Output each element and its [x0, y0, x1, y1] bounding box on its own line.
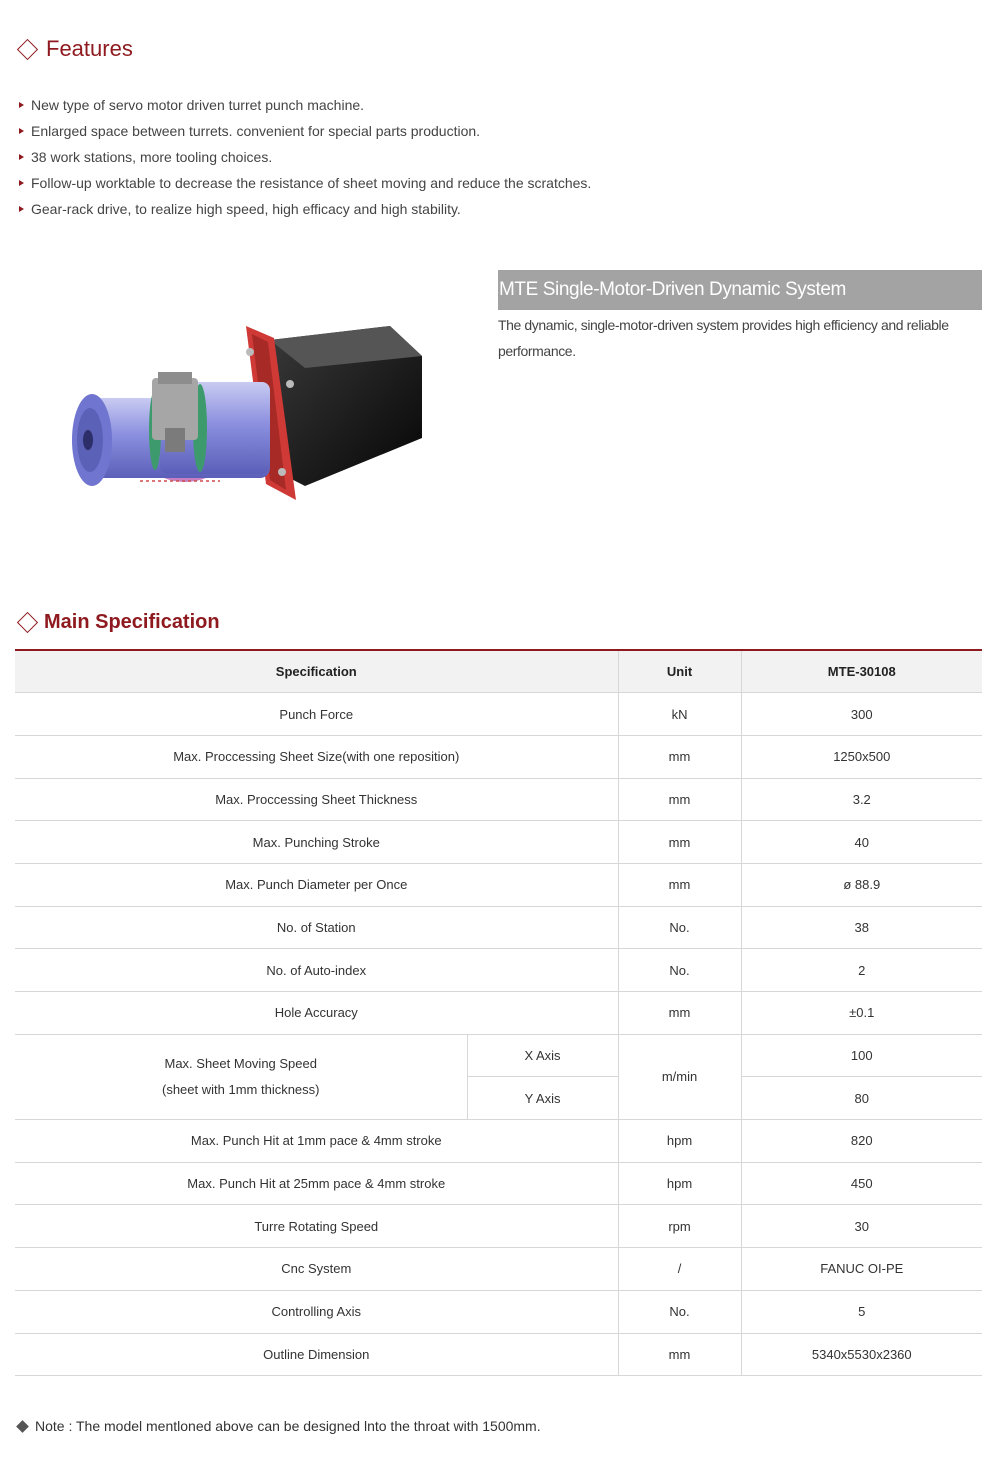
servo-motor-image [60, 318, 440, 508]
table-row: Controlling Axis No. 5 [15, 1290, 982, 1333]
table-row: Max. Punching Stroke mm 40 [15, 821, 982, 864]
table-row: Outline Dimension mm 5340x5530x2360 [15, 1333, 982, 1376]
triangle-bullet-icon [19, 128, 24, 134]
system-description: The dynamic, single-motor-driven system provides high efficiency and reliable performance. [498, 317, 949, 359]
note-text: Note : The model mentloned above can be designed lnto the throat with 1500mm. [35, 1418, 541, 1434]
speed-name-cell: Max. Sheet Moving Speed (sheet with 1mm thickness) [15, 1034, 467, 1119]
table-row: Max. Punch Diameter per Once mm ø 88.9 [15, 863, 982, 906]
diamond-icon [17, 612, 38, 633]
table-row: No. of Station No. 38 [15, 906, 982, 949]
system-heading: MTE Single-Motor-Driven Dynamic System [498, 270, 982, 310]
spec-title-text: Main Specification [44, 611, 220, 633]
table-row: Max. Punch Hit at 25mm pace & 4mm stroke hpm 450 [15, 1162, 982, 1205]
header-model: MTE-30108 [741, 650, 982, 693]
feature-item: 38 work stations, more tooling choices. [18, 144, 591, 170]
table-row: No. of Auto-index No. 2 [15, 949, 982, 992]
table-row: Hole Accuracy mm ±0.1 [15, 992, 982, 1035]
y-axis-value: 80 [741, 1077, 982, 1120]
feature-item: Enlarged space between turrets. convenient for special parts production. [18, 118, 591, 144]
table-header-row [15, 650, 982, 693]
feature-item: Gear-rack drive, to realize high speed, high efficacy and high stability. [18, 196, 591, 222]
header-spec: Specification [15, 650, 618, 693]
triangle-bullet-icon [19, 180, 24, 186]
table-row: Turre Rotating Speed rpm 30 [15, 1205, 982, 1248]
table-row: Max. Proccessing Sheet Size(with one reposition) mm 1250x500 [15, 735, 982, 778]
spec-title [18, 611, 220, 634]
features-title [18, 36, 133, 62]
header-unit: Unit [618, 650, 741, 693]
x-axis-label: X Axis [467, 1034, 618, 1077]
speed-unit: m/min [618, 1034, 741, 1119]
diamond-icon [17, 38, 38, 59]
table-row: Punch Force kN 300 [15, 693, 982, 736]
feature-item: Follow-up worktable to decrease the resistance of sheet moving and reduce the scratches. [18, 170, 591, 196]
table-row: Max. Proccessing Sheet Thickness mm 3.2 [15, 778, 982, 821]
triangle-bullet-icon [19, 102, 24, 108]
features-title-text: Features [46, 36, 133, 61]
x-axis-value: 100 [741, 1034, 982, 1077]
table-row-speed-x [15, 1034, 982, 1077]
diamond-bullet-icon [16, 1420, 29, 1433]
triangle-bullet-icon [19, 154, 24, 160]
y-axis-label: Y Axis [467, 1077, 618, 1120]
spec-table [15, 649, 982, 1376]
triangle-bullet-icon [19, 206, 24, 212]
note [16, 1418, 541, 1434]
table-row: Max. Punch Hit at 1mm pace & 4mm stroke hpm 820 [15, 1120, 982, 1163]
feature-item: New type of servo motor driven turret punch machine. [18, 92, 591, 118]
features-list [18, 92, 591, 222]
table-row: Cnc System / FANUC OI-PE [15, 1248, 982, 1291]
